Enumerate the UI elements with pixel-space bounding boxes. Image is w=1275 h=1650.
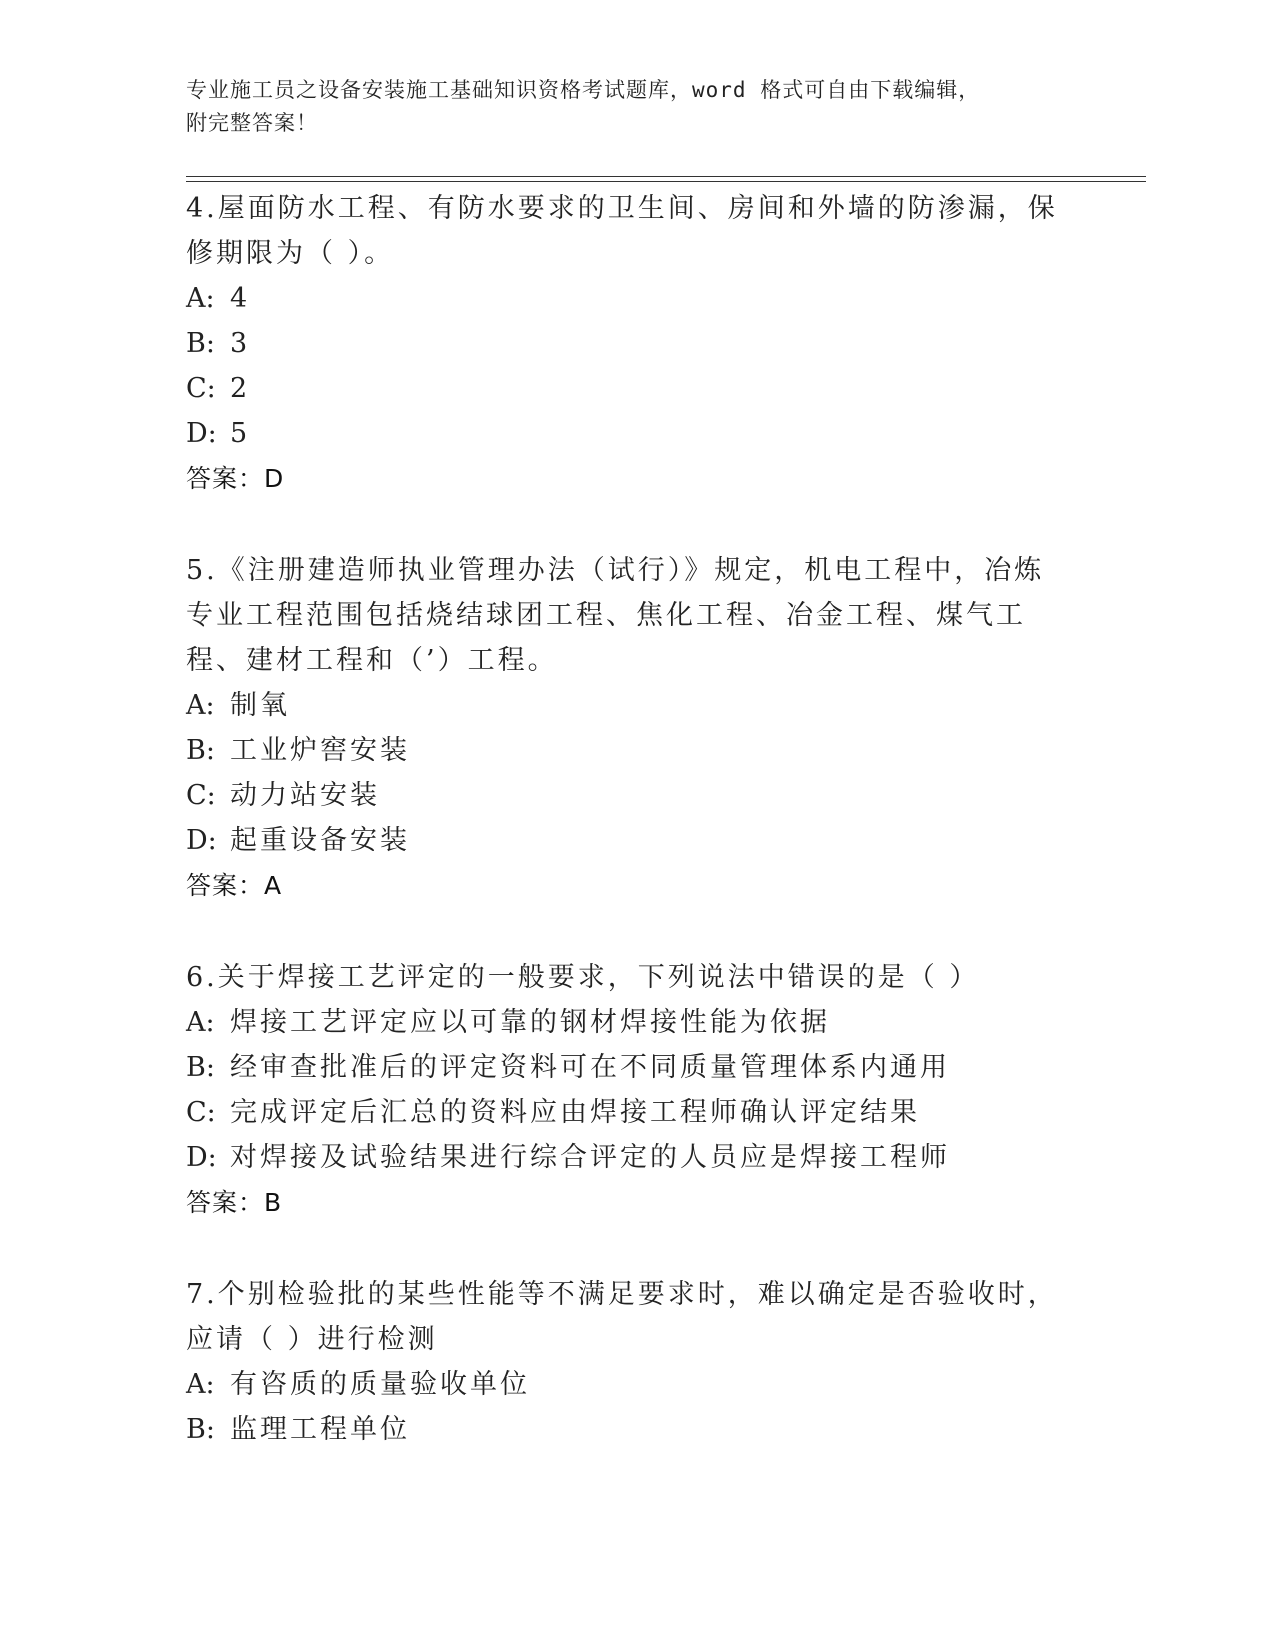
option-item xyxy=(186,411,1066,456)
question-text: 7.个别检验批的某些性能等不满足要求时，难以确定是否验收时，应请（ ）进行检测 xyxy=(186,1279,1058,1355)
option-item xyxy=(186,1090,1066,1135)
option-letter: D: xyxy=(186,1142,217,1173)
question-text: 4.屋面防水工程、有防水要求的卫生间、房间和外墙的防渗漏，保修期限为（ ）。 xyxy=(186,193,1058,269)
option-text: 焊接工艺评定应以可靠的钢材焊接性能为依据 xyxy=(230,1007,830,1038)
option-item xyxy=(186,818,1066,863)
option-item xyxy=(186,1135,1066,1180)
question-item xyxy=(186,186,1066,502)
question-item xyxy=(186,1272,1066,1452)
question-list xyxy=(186,186,1066,1498)
answer-text: 答案：A xyxy=(186,871,283,900)
answer-text: 答案：B xyxy=(186,1188,283,1217)
option-text: 3 xyxy=(230,328,251,359)
option-text: 5 xyxy=(230,418,251,449)
option-letter: B: xyxy=(186,1414,215,1445)
option-letter: C: xyxy=(186,373,216,404)
option-letter: D: xyxy=(186,418,217,449)
option-item xyxy=(186,1045,1066,1090)
option-item xyxy=(186,683,1066,728)
option-text: 动力站安装 xyxy=(230,780,380,811)
question-item xyxy=(186,955,1066,1226)
question-item xyxy=(186,548,1066,909)
option-letter: C: xyxy=(186,1097,216,1128)
option-text: 2 xyxy=(230,373,251,404)
header-divider-top xyxy=(186,176,1146,177)
option-letter: A: xyxy=(186,283,215,314)
option-item xyxy=(186,366,1066,411)
option-text: 经审查批准后的评定资料可在不同质量管理体系内通用 xyxy=(230,1052,950,1083)
option-letter: D: xyxy=(186,825,217,856)
option-letter: B: xyxy=(186,735,215,766)
option-text: 制氧 xyxy=(230,690,290,721)
answer-text: 答案：D xyxy=(186,464,285,493)
option-text: 4 xyxy=(230,283,251,314)
option-item xyxy=(186,1362,1066,1407)
question-text: 5.《注册建造师执业管理办法（试行）》规定，机电工程中，冶炼专业工程范围包括烧结球团工程、焦化工程、冶金工程、煤气工程、建材工程和（’）工程。 xyxy=(186,555,1045,676)
option-item xyxy=(186,1407,1066,1452)
option-letter: A: xyxy=(186,1369,215,1400)
option-text: 完成评定后汇总的资料应由焊接工程师确认评定结果 xyxy=(230,1097,920,1128)
option-letter: B: xyxy=(186,328,215,359)
header-line-1: 专业施工员之设备安装施工基础知识资格考试题库，word 格式可自由下载编辑， xyxy=(186,78,981,102)
option-item xyxy=(186,728,1066,773)
option-item xyxy=(186,321,1066,366)
header-divider-bottom xyxy=(186,181,1146,182)
question-text: 6.关于焊接工艺评定的一般要求，下列说法中错误的是（ ） xyxy=(186,962,980,993)
option-letter: B: xyxy=(186,1052,215,1083)
option-letter: A: xyxy=(186,1007,215,1038)
option-item xyxy=(186,1000,1066,1045)
option-text: 监理工程单位 xyxy=(230,1414,410,1445)
option-item xyxy=(186,276,1066,321)
option-item xyxy=(186,773,1066,818)
option-text: 起重设备安装 xyxy=(230,825,410,856)
option-text: 对焊接及试验结果进行综合评定的人员应是焊接工程师 xyxy=(230,1142,950,1173)
option-text: 有咨质的质量验收单位 xyxy=(230,1369,530,1400)
option-letter: C: xyxy=(186,780,216,811)
document-header xyxy=(186,74,1086,140)
option-letter: A: xyxy=(186,690,215,721)
header-line-2: 附完整答案！ xyxy=(186,111,318,135)
option-text: 工业炉窖安装 xyxy=(230,735,410,766)
